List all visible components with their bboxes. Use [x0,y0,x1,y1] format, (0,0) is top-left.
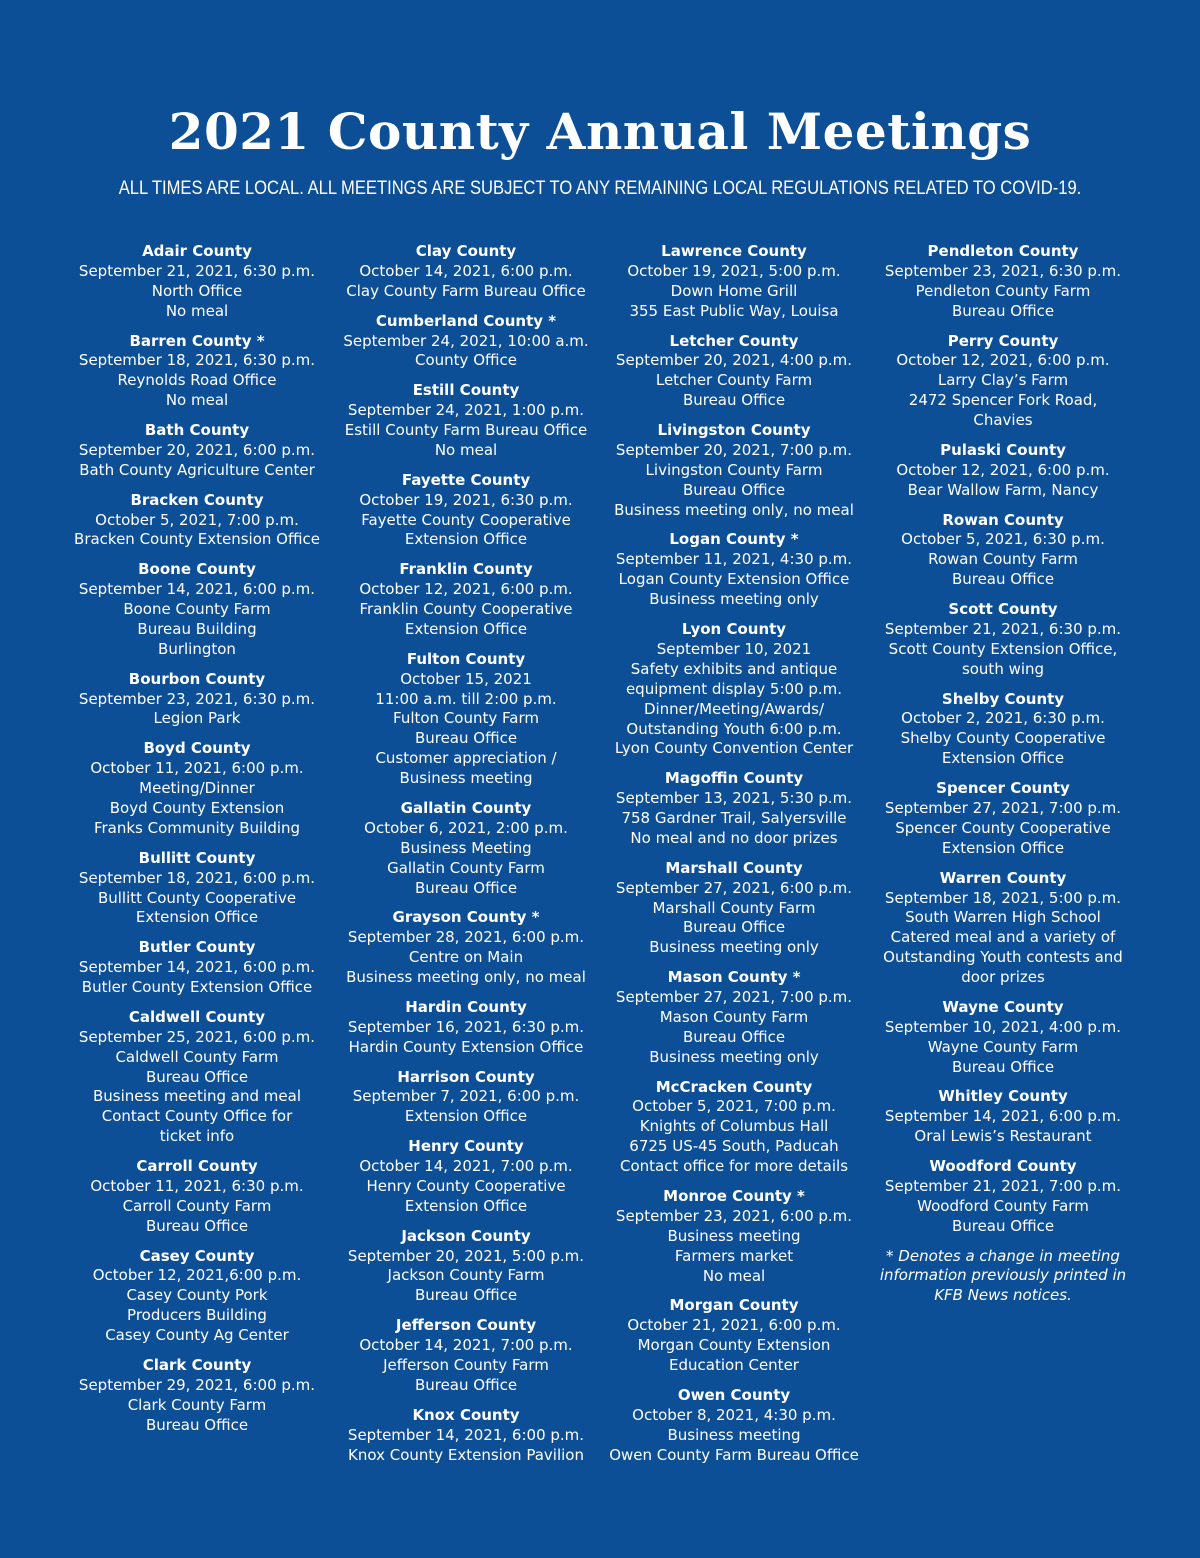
county-meeting-entry [868,690,1138,770]
county-meeting-entry [62,849,332,929]
county-meeting-entry [868,600,1138,680]
county-name: Grayson County * [392,908,540,927]
meeting-detail-line: Woodford County Farm [917,1196,1089,1215]
meeting-detail-line: September 14, 2021, 6:00 p.m. [78,958,316,977]
county-name: Spencer County [936,779,1070,798]
county-name: Boyd County [143,739,251,758]
meeting-detail-line: October 19, 2021, 5:00 p.m. [627,261,841,280]
meeting-detail-line: Education Center [669,1356,799,1375]
meeting-detail-line: September 20, 2021, 4:00 p.m. [615,351,853,370]
meeting-detail-line: Business meeting [667,1425,801,1444]
county-meeting-entry [868,441,1138,501]
meeting-detail-line: October 14, 2021, 7:00 p.m. [359,1157,573,1176]
meeting-detail-line: Business meeting and meal [92,1087,301,1106]
county-meeting-entry [331,242,601,302]
meeting-detail-line: Farmers market [674,1246,794,1265]
meeting-detail-line: Extension Office [941,749,1065,768]
county-name: Scott County [948,600,1058,619]
county-name: Logan County * [669,530,799,549]
county-name: Fulton County [406,649,526,668]
meeting-detail-line: September 16, 2021, 6:30 p.m. [347,1017,585,1036]
meeting-detail-line: Jackson County Farm [387,1266,545,1285]
meeting-detail-line: Business meeting only, no meal [614,500,854,519]
county-meeting-entry [599,242,869,322]
footnote-line: KFB News notices. [934,1286,1072,1305]
meeting-detail-line: October 19, 2021, 6:30 p.m. [359,490,573,509]
meeting-detail-line: No meal [434,440,498,459]
meeting-detail-line: Extension Office [404,1196,528,1215]
meeting-detail-line: Business meeting only, no meal [346,968,586,987]
county-meeting-entry [331,1406,601,1466]
meeting-detail-line: September 23, 2021, 6:00 p.m. [615,1206,853,1225]
county-name: Livingston County [657,421,811,440]
meeting-detail-line: October 5, 2021, 7:00 p.m. [632,1097,836,1116]
county-name: Jackson County [401,1226,531,1245]
county-meeting-entry [331,908,601,988]
county-meeting-entry [868,1157,1138,1237]
meeting-detail-line: No meal [702,1266,766,1285]
meeting-detail-line: October 21, 2021, 6:00 p.m. [627,1316,841,1335]
county-meeting-entry [599,1078,869,1178]
meeting-detail-line: Casey County Pork [126,1286,268,1305]
page-subtitle: ALL TIMES ARE LOCAL. ALL MEETINGS ARE SUBJECT TO ANY REMAINING LOCAL REGULATIONS RELATED TO COVID-19. [118,177,1082,199]
county-name: Whitley County [938,1087,1068,1106]
meeting-detail-line: October 6, 2021, 2:00 p.m. [364,818,568,837]
meeting-detail-line: September 14, 2021, 6:00 p.m. [78,580,316,599]
county-name: Pendleton County [927,242,1079,260]
meeting-detail-line: 355 East Public Way, Louisa [629,301,839,320]
meeting-detail-line: September 18, 2021, 5:00 p.m. [884,888,1122,907]
meeting-detail-line: Reynolds Road Office [117,371,277,390]
county-name: Knox County [412,1405,520,1424]
county-name: Boone County [138,560,256,579]
meeting-detail-line: Gallatin County Farm [387,858,545,877]
meeting-detail-line: Extension Office [404,1107,528,1126]
county-meeting-entry [331,560,601,640]
county-meeting-entry [331,1137,601,1217]
meeting-detail-line: Spencer County Cooperative [895,818,1111,837]
county-name: Bourbon County [128,669,266,688]
meeting-detail-line: Bureau Office [414,1375,518,1394]
county-meeting-entry [868,511,1138,591]
meeting-detail-line: Oral Lewis’s Restaurant [914,1127,1092,1146]
meeting-detail-line: Bullitt County Cooperative [97,888,297,907]
county-meeting-entry [62,491,332,551]
meeting-detail-line: September 23, 2021, 6:30 p.m. [78,689,316,708]
meeting-detail-line: Caldwell County Farm [115,1047,279,1066]
meeting-detail-line: Burlington [158,639,236,658]
county-name: Owen County [677,1385,791,1404]
meeting-detail-line: October 11, 2021, 6:30 p.m. [90,1176,304,1195]
county-name: Bracken County [130,490,264,509]
county-name: Henry County [408,1137,524,1156]
meeting-detail-line: September 18, 2021, 6:30 p.m. [78,351,316,370]
meeting-detail-line: Bureau Office [414,729,518,748]
meeting-detail-line: October 12, 2021, 6:00 p.m. [896,351,1110,370]
county-name: Estill County [412,381,520,400]
meeting-detail-line: Meeting/Dinner [139,779,255,798]
meeting-detail-line: October 15, 2021 [400,669,532,688]
county-meeting-entry [331,998,601,1058]
meeting-detail-line: October 12, 2021, 6:00 p.m. [896,460,1110,479]
county-name: Rowan County [942,510,1064,529]
meeting-detail-line: Bureau Office [951,1216,1055,1235]
meeting-detail-line: Bureau Office [951,1057,1055,1076]
county-meeting-entry [599,332,869,412]
county-meeting-entry [868,332,1138,432]
meeting-detail-line: Scott County Extension Office, [888,639,1118,658]
county-meeting-entry [868,242,1138,322]
county-name: Mason County * [667,968,801,987]
meeting-detail-line: Henry County Cooperative [366,1176,566,1195]
meeting-detail-line: Dinner/Meeting/Awards/ [643,699,825,718]
county-name: Bath County [144,421,250,440]
county-name: Franklin County [399,560,533,579]
meeting-detail-line: Chavies [973,411,1033,430]
meeting-detail-line: September 27, 2021, 7:00 p.m. [884,799,1122,817]
county-meeting-entry [62,421,332,481]
county-meeting-entry [331,381,601,461]
meeting-detail-line: Bureau Office [951,570,1055,589]
meeting-detail-line: September 28, 2021, 6:00 p.m. [347,928,585,947]
meeting-detail-line: No meal [165,301,229,320]
county-meeting-entry [868,869,1138,988]
county-meeting-entry [62,242,332,322]
meeting-detail-line: Catered meal and a variety of [890,928,1116,947]
county-meeting-entry [331,1068,601,1128]
meeting-detail-line: October 12, 2021, 6:00 p.m. [359,580,573,599]
meeting-detail-line: October 11, 2021, 6:00 p.m. [90,759,304,778]
county-meeting-entry [62,1157,332,1237]
meeting-detail-line: September 10, 2021 [656,639,812,658]
meeting-detail-line: Extension Office [404,619,528,638]
meeting-detail-line: September 27, 2021, 7:00 p.m. [615,988,853,1007]
meeting-detail-line: Pendleton County Farm [915,281,1091,300]
county-meeting-entry [868,779,1138,859]
meeting-detail-line: 6725 US-45 South, Paducah [629,1137,839,1156]
county-meeting-entry [331,799,601,899]
meeting-detail-line: Contact County Office for [101,1107,293,1126]
meeting-detail-line: No meal and no door prizes [630,828,838,847]
meeting-detail-line: October 5, 2021, 6:30 p.m. [901,530,1105,549]
county-meeting-entry [599,859,869,959]
meeting-detail-line: Bracken County Extension Office [74,530,320,549]
meeting-detail-line: Outstanding Youth 6:00 p.m. [626,719,842,738]
meeting-detail-line: Bureau Office [414,1286,518,1305]
county-name: Bullitt County [138,848,256,867]
footnote-line: information previously printed in [879,1266,1127,1285]
county-name: Letcher County [669,331,799,350]
meeting-detail-line: September 18, 2021, 6:00 p.m. [78,868,316,887]
county-name: Lyon County [681,619,787,638]
meeting-detail-line: Extension Office [941,838,1065,857]
meeting-detail-line: October 5, 2021, 7:00 p.m. [95,510,299,529]
meeting-detail-line: Shelby County Cooperative [900,729,1106,748]
meeting-detail-line: Bureau Office [682,480,786,499]
county-name: Barren County * [129,331,265,350]
county-name: Adair County [142,242,252,260]
meeting-detail-line: Boone County Farm [123,600,271,619]
meeting-detail-line: Fulton County Farm [393,709,539,728]
meeting-detail-line: Business meeting [667,1226,801,1245]
meeting-detail-line: Butler County Extension Office [81,978,313,997]
county-name: Carroll County [136,1157,258,1176]
meeting-detail-line: south wing [961,659,1045,678]
meeting-detail-line: Lyon County Convention Center [614,739,854,758]
county-meeting-entry [62,670,332,730]
meeting-detail-line: Bath County Agriculture Center [79,460,315,479]
county-name: Casey County [139,1246,255,1265]
meeting-detail-line: Centre on Main [408,948,524,967]
meeting-detail-line: Hardin County Extension Office [348,1037,584,1056]
meeting-detail-line: Down Home Grill [670,281,798,300]
county-name: Morgan County [669,1296,799,1315]
meeting-detail-line: September 21, 2021, 6:30 p.m. [78,261,316,280]
county-meeting-entry [599,1187,869,1287]
county-name: Caldwell County [128,1007,266,1026]
meeting-detail-line: September 13, 2021, 5:30 p.m. [615,789,853,808]
meeting-detail-line: Bureau Building [137,619,257,638]
county-name: Wayne County [942,997,1064,1016]
county-name: Gallatin County [400,799,532,817]
meeting-detail-line: September 24, 2021, 10:00 a.m. [343,331,589,350]
county-meeting-entry [868,998,1138,1078]
meeting-detail-line: North Office [151,281,243,300]
meeting-detail-line: Boyd County Extension [109,799,285,817]
county-name: Clark County [142,1356,252,1374]
county-meeting-entry [331,1316,601,1396]
meeting-detail-line: Estill County Farm Bureau Office [344,421,588,440]
county-meeting-entry [868,1087,1138,1147]
meeting-detail-line: Safety exhibits and antique [630,659,838,678]
meeting-detail-line: Legion Park [153,709,241,728]
meeting-detail-line: Producers Building [127,1306,267,1325]
meeting-detail-line: Bureau Office [951,301,1055,320]
meeting-detail-line: September 27, 2021, 6:00 p.m. [615,878,853,897]
county-name: Cumberland County * [375,311,557,330]
footnote [868,1247,1138,1307]
meeting-detail-line: Mason County Farm [659,1007,809,1026]
meeting-detail-line: Clay County Farm Bureau Office [346,281,586,300]
meeting-detail-line: Business meeting only [649,590,819,609]
county-name: Clay County [415,242,517,260]
footnote-line: * Denotes a change in meeting [886,1246,1120,1265]
meeting-detail-line: Knights of Columbus Hall [639,1117,829,1136]
meeting-detail-line: Knox County Extension Pavilion [348,1445,584,1464]
meeting-detail-line: September 21, 2021, 7:00 p.m. [884,1176,1122,1195]
county-meeting-entry [62,938,332,998]
meeting-detail-line: September 11, 2021, 4:30 p.m. [615,550,853,569]
meeting-detail-line: September 20, 2021, 7:00 p.m. [615,440,853,459]
county-meeting-entry [599,1386,869,1466]
meeting-detail-line: Bureau Office [145,1216,249,1235]
meeting-detail-line: Bear Wallow Farm, Nancy [907,480,1099,499]
county-name: Lawrence County [661,242,807,260]
county-meeting-entry [62,1008,332,1147]
county-meeting-entry [599,1296,869,1376]
meeting-detail-line: Bureau Office [414,878,518,897]
meeting-detail-line: Rowan County Farm [928,550,1078,569]
county-name: Magoffin County [664,769,804,788]
county-name: Harrison County [397,1067,535,1086]
county-meeting-entry [62,1356,332,1436]
meeting-detail-line: September 20, 2021, 5:00 p.m. [347,1246,585,1265]
meeting-detail-line: Business Meeting [400,838,532,857]
meeting-detail-line: equipment display 5:00 p.m. [625,679,843,698]
meetings-column-4 [868,242,1138,1306]
meeting-detail-line: South Warren High School [905,908,1101,927]
meeting-detail-line: County Office [415,351,517,370]
county-name: Woodford County [929,1157,1077,1176]
county-meeting-entry [331,471,601,551]
meeting-detail-line: Carroll County Farm [122,1196,272,1215]
county-meeting-entry [599,620,869,759]
meeting-detail-line: September 25, 2021, 6:00 p.m. [78,1027,316,1046]
meetings-column-2 [331,242,601,1475]
meeting-detail-line: Extension Office [135,908,259,927]
meeting-detail-line: Casey County Ag Center [105,1326,289,1345]
county-meeting-entry [599,421,869,521]
meeting-detail-line: Bureau Office [145,1415,249,1434]
county-name: Pulaski County [940,440,1066,459]
county-name: Butler County [138,938,256,957]
meeting-detail-line: Logan County Extension Office [618,570,850,589]
meeting-detail-line: October 12, 2021,6:00 p.m. [92,1266,302,1285]
meeting-detail-line: October 8, 2021, 4:30 p.m. [632,1405,836,1424]
meeting-detail-line: September 14, 2021, 6:00 p.m. [347,1425,585,1444]
county-name: Shelby County [941,689,1065,708]
meeting-detail-line: 2472 Spencer Fork Road, [908,391,1098,410]
meeting-detail-line: Bureau Office [145,1067,249,1086]
meeting-detail-line: Bureau Office [682,391,786,410]
meeting-detail-line: 758 Gardner Trail, Salyersville [621,809,847,828]
county-name: Fayette County [401,470,531,489]
meeting-detail-line: September 7, 2021, 6:00 p.m. [352,1087,580,1106]
meeting-detail-line: Franks Community Building [93,818,301,837]
meeting-detail-line: Contact office for more details [619,1157,849,1176]
county-meeting-entry [62,739,332,839]
county-name: Jefferson County [395,1316,537,1335]
county-meeting-entry [62,1247,332,1347]
county-meeting-entry [62,560,332,660]
county-meeting-entry [599,968,869,1068]
meeting-detail-line: Livingston County Farm [645,460,823,479]
meeting-detail-line: Business meeting [399,769,533,788]
meeting-detail-line: Bureau Office [682,1027,786,1046]
meeting-detail-line: Marshall County Farm [652,898,816,917]
meeting-detail-line: September 21, 2021, 6:30 p.m. [884,619,1122,638]
meeting-detail-line: Customer appreciation / [375,749,557,768]
county-name: Hardin County [405,997,527,1016]
meeting-detail-line: Bureau Office [682,918,786,937]
county-meeting-entry [599,769,869,849]
county-name: Marshall County [665,858,803,877]
meeting-detail-line: September 24, 2021, 1:00 p.m. [347,401,585,420]
page-title: 2021 County Annual Meetings [168,102,1032,161]
county-meeting-entry [62,332,332,412]
meeting-detail-line: Fayette County Cooperative [361,510,571,529]
meeting-detail-line: September 29, 2021, 6:00 p.m. [78,1375,316,1394]
meeting-detail-line: October 14, 2021, 7:00 p.m. [359,1336,573,1355]
meeting-detail-line: October 14, 2021, 6:00 p.m. [359,261,573,280]
meeting-detail-line: Jefferson County Farm [383,1356,549,1374]
county-name: Perry County [947,331,1059,350]
meeting-detail-line: door prizes [961,968,1045,987]
county-meeting-entry [331,1227,601,1307]
meetings-column-1 [62,242,332,1446]
meeting-detail-line: Letcher County Farm [655,371,813,390]
meetings-column-3 [599,242,869,1475]
meeting-detail-line: Morgan County Extension [637,1336,831,1355]
meeting-detail-line: ticket info [159,1127,235,1146]
meeting-detail-line: 11:00 a.m. till 2:00 p.m. [375,689,557,708]
meeting-detail-line: Business meeting only [649,1047,819,1066]
meeting-detail-line: Franklin County Cooperative [359,600,573,619]
meeting-detail-line: September 20, 2021, 6:00 p.m. [78,440,316,459]
meeting-detail-line: September 14, 2021, 6:00 p.m. [884,1107,1122,1126]
meeting-detail-line: Business meeting only [649,938,819,957]
county-meeting-entry [331,650,601,789]
meeting-detail-line: Larry Clay’s Farm [937,371,1069,390]
meeting-detail-line: Wayne County Farm [927,1037,1079,1056]
county-meeting-entry [599,530,869,610]
meeting-detail-line: Owen County Farm Bureau Office [609,1445,859,1464]
county-name: McCracken County [655,1077,813,1096]
meeting-detail-line: September 23, 2021, 6:30 p.m. [884,261,1122,280]
meeting-detail-line: Clark County Farm [127,1395,267,1414]
county-meeting-entry [331,312,601,372]
meeting-detail-line: Extension Office [404,530,528,549]
county-name: Monroe County * [663,1186,805,1205]
meeting-detail-line: September 10, 2021, 4:00 p.m. [884,1017,1122,1036]
county-name: Warren County [939,868,1067,887]
meeting-detail-line: Outstanding Youth contests and [883,948,1123,967]
meeting-detail-line: No meal [165,391,229,410]
meeting-detail-line: October 2, 2021, 6:30 p.m. [901,709,1105,728]
